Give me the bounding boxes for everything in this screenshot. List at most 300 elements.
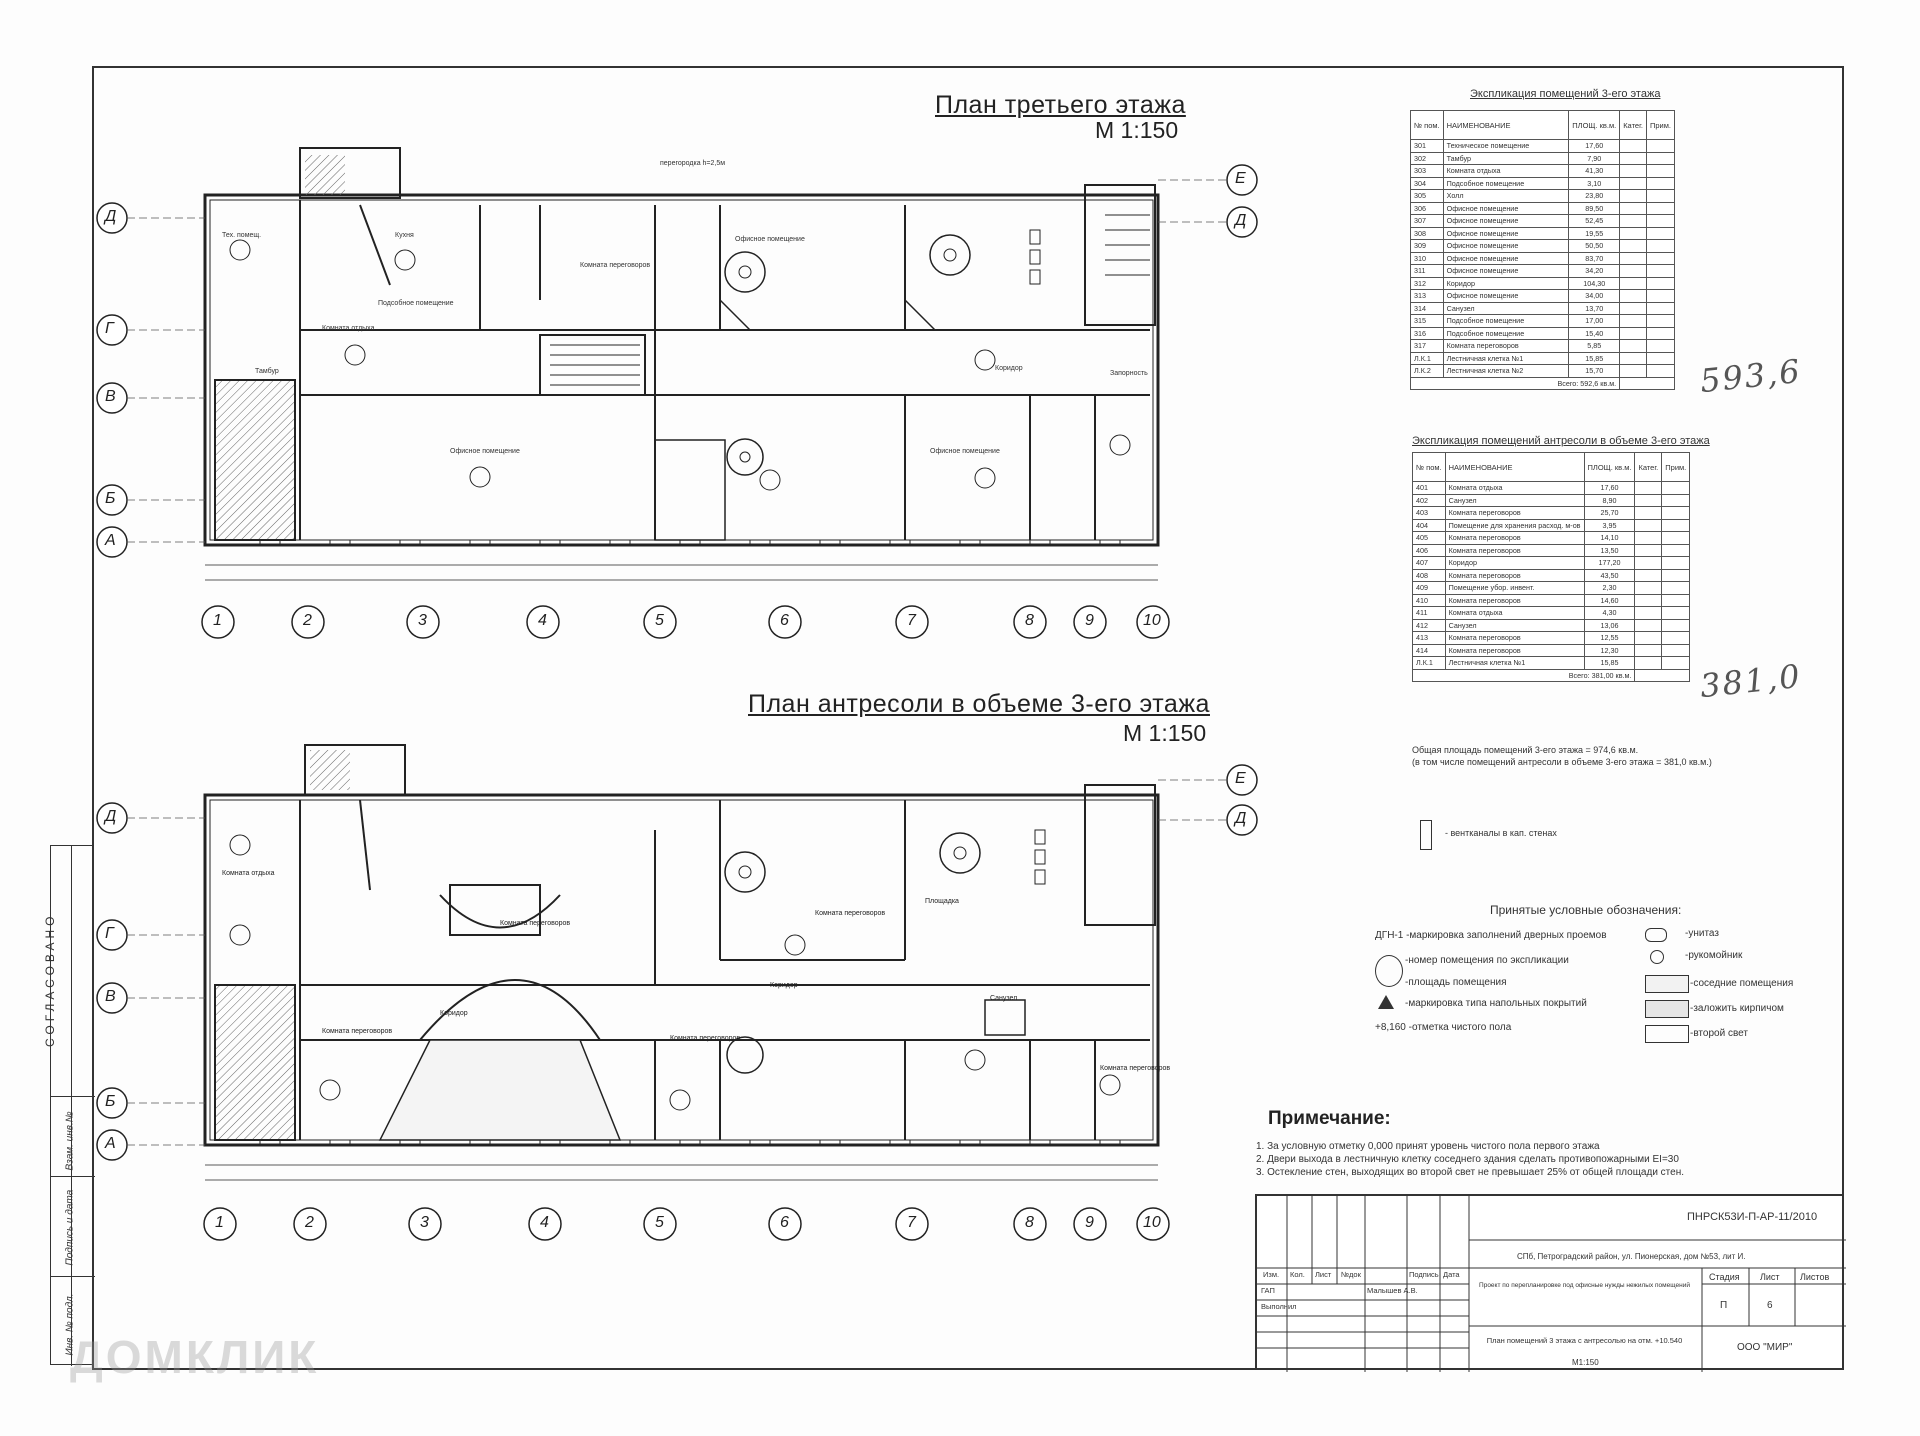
table-row <box>1411 315 1675 328</box>
table-row <box>1413 607 1690 620</box>
empty-cell <box>1662 619 1690 632</box>
vent-channel-symbol <box>1420 820 1432 850</box>
watermark-logo: ДОМКЛИК <box>70 1331 320 1383</box>
legend-floor-type: -маркировка типа напольных покрытий <box>1405 998 1587 1009</box>
room-area-cell: 34,00 <box>1569 290 1620 303</box>
mezzanine-plan <box>205 745 1158 1180</box>
room-area-cell: 13,70 <box>1569 302 1620 315</box>
room-area-cell: 4,30 <box>1584 607 1635 620</box>
room-number-symbol <box>1375 955 1403 987</box>
empty-cell <box>1662 544 1690 557</box>
empty-cell <box>1647 365 1675 378</box>
empty-cell <box>1662 494 1690 507</box>
room-name-cell: Комната переговоров <box>1445 594 1584 607</box>
table-row <box>1411 365 1675 378</box>
empty-cell <box>1620 377 1675 390</box>
axis-2-mezz: 2 <box>305 1214 314 1231</box>
stamp-vypolnil: Выполнил <box>1261 1302 1297 1311</box>
empty-cell <box>1620 227 1647 240</box>
axis-4-top: 4 <box>538 612 547 629</box>
room-label: Запорность <box>1110 370 1148 377</box>
neighbour-rooms-swatch <box>1645 975 1689 993</box>
empty-cell <box>1620 240 1647 253</box>
room-number-cell: 305 <box>1411 190 1444 203</box>
table2-explication <box>1412 452 1690 682</box>
room-label: Комната переговоров <box>500 920 571 927</box>
room-area-cell: 14,10 <box>1584 532 1635 545</box>
top-plan-title: План третьего этажа <box>935 91 1186 119</box>
stamp-col-izm: Изм. <box>1263 1270 1280 1279</box>
table-total-cell: Всего: 381,00 кв.м. <box>1413 669 1635 682</box>
empty-cell <box>1647 140 1675 153</box>
room-number-cell: 312 <box>1411 277 1444 290</box>
axis-6-mezz: 6 <box>780 1214 789 1231</box>
room-area-cell: 34,20 <box>1569 265 1620 278</box>
table-row <box>1411 215 1675 228</box>
room-label: Комната переговоров <box>815 910 886 917</box>
axis-3-mezz: 3 <box>420 1214 429 1231</box>
axis-10-top: 10 <box>1143 612 1161 629</box>
stamp-gap-name: Малышев А.В. <box>1367 1286 1418 1295</box>
notes-title: Примечание: <box>1268 1108 1391 1129</box>
room-name-cell: Коридор <box>1445 557 1584 570</box>
axis-8-mezz: 8 <box>1025 1214 1034 1231</box>
table-row <box>1411 240 1675 253</box>
axis-5-top: 5 <box>655 612 664 629</box>
axis-7-mezz: 7 <box>907 1214 916 1231</box>
top-plan-scale: М 1:150 <box>1095 117 1179 143</box>
room-label: Коридор <box>995 365 1023 372</box>
empty-cell <box>1635 519 1662 532</box>
room-label: Санузел <box>990 995 1018 1002</box>
table1-header-area: ПЛОЩ. кв.м. <box>1569 111 1620 140</box>
room-label: Комната переговоров <box>580 262 651 269</box>
room-number-cell: 412 <box>1413 619 1446 632</box>
brick-infill-swatch <box>1645 1000 1689 1018</box>
empty-cell <box>1620 152 1647 165</box>
third-floor-plan <box>205 148 1158 580</box>
table-row <box>1411 165 1675 178</box>
empty-cell <box>1620 365 1647 378</box>
room-area-cell: 14,60 <box>1584 594 1635 607</box>
room-label: Площадка <box>925 898 959 905</box>
axis-v-top: В <box>105 388 116 405</box>
empty-cell <box>1647 202 1675 215</box>
room-label: Подсобное помещение <box>378 300 454 307</box>
room-number-cell: 409 <box>1413 582 1446 595</box>
room-number-cell: Л.К.2 <box>1411 365 1444 378</box>
empty-cell <box>1635 544 1662 557</box>
room-name-cell: Помещение для хранения расход. м-ов <box>1445 519 1584 532</box>
room-number-cell: 314 <box>1411 302 1444 315</box>
legend-second-light: -второй свет <box>1690 1028 1748 1039</box>
legend-title: Принятые условные обозначения: <box>1490 903 1682 917</box>
empty-cell <box>1662 632 1690 645</box>
room-name-cell: Комната отдыха <box>1443 165 1569 178</box>
room-name-cell: Комната отдыха <box>1445 607 1584 620</box>
room-label: Офисное помещение <box>735 236 805 243</box>
room-area-cell: 104,30 <box>1569 277 1620 290</box>
empty-cell <box>1662 594 1690 607</box>
room-area-cell: 12,30 <box>1584 644 1635 657</box>
room-name-cell: Техническое помещение <box>1443 140 1569 153</box>
table1-header-cat: Катег. <box>1620 111 1647 140</box>
stamp-col-sign: Подпись <box>1409 1270 1439 1279</box>
empty-cell <box>1647 215 1675 228</box>
room-number-cell: 304 <box>1411 177 1444 190</box>
note-line-1: 1. За условную отметку 0,000 принят уровень чистого пола первого этажа <box>1256 1141 1600 1152</box>
room-name-cell: Комната переговоров <box>1445 507 1584 520</box>
room-number-cell: 402 <box>1413 494 1446 507</box>
legend-door-mark: ДГН-1 -маркировка заполнений дверных проемов <box>1375 930 1607 941</box>
room-name-cell: Офисное помещение <box>1443 265 1569 278</box>
room-area-cell: 15,40 <box>1569 327 1620 340</box>
table-row <box>1413 494 1690 507</box>
empty-cell <box>1647 265 1675 278</box>
room-area-cell: 7,90 <box>1569 152 1620 165</box>
floor-type-symbol <box>1378 995 1394 1009</box>
room-number-cell: 307 <box>1411 215 1444 228</box>
axis-9-mezz: 9 <box>1085 1214 1094 1231</box>
axis-10-mezz: 10 <box>1143 1214 1161 1231</box>
room-number-cell: 309 <box>1411 240 1444 253</box>
table-row <box>1413 532 1690 545</box>
empty-cell <box>1620 352 1647 365</box>
axis-5-mezz: 5 <box>655 1214 664 1231</box>
table-row <box>1411 152 1675 165</box>
room-number-cell: 404 <box>1413 519 1446 532</box>
room-area-cell: 15,85 <box>1584 657 1635 670</box>
room-name-cell: Лестничная клетка №1 <box>1443 352 1569 365</box>
room-number-cell: 411 <box>1413 607 1446 620</box>
table-row <box>1413 569 1690 582</box>
mezz-plan-scale: М 1:150 <box>1123 720 1207 746</box>
room-name-cell: Подсобное помещение <box>1443 315 1569 328</box>
room-number-cell: 310 <box>1411 252 1444 265</box>
table1-header-num: № пом. <box>1411 111 1444 140</box>
legend-toilet: -унитаз <box>1685 928 1719 939</box>
stamp-sheet-title: План помещений 3 этажа с антресолью на отм. +10.540 <box>1486 1336 1683 1345</box>
empty-cell <box>1662 607 1690 620</box>
table-row <box>1413 582 1690 595</box>
axis-e-mezz: Е <box>1235 770 1246 787</box>
empty-cell <box>1635 607 1662 620</box>
empty-cell <box>1620 252 1647 265</box>
axis-7-top: 7 <box>907 612 916 629</box>
room-area-cell: 13,06 <box>1584 619 1635 632</box>
empty-cell <box>1647 240 1675 253</box>
room-name-cell: Санузел <box>1445 619 1584 632</box>
room-area-cell: 23,80 <box>1569 190 1620 203</box>
table1-header-name: НАИМЕНОВАНИЕ <box>1443 111 1569 140</box>
axis-8-top: 8 <box>1025 612 1034 629</box>
empty-cell <box>1620 202 1647 215</box>
note-line-2: 2. Двери выхода в лестничную клетку соседнего здания сделать противопожарными EI=30 <box>1256 1154 1679 1165</box>
room-name-cell: Комната переговоров <box>1445 569 1584 582</box>
table-total-row <box>1411 377 1675 390</box>
room-area-cell: 15,85 <box>1569 352 1620 365</box>
empty-cell <box>1635 619 1662 632</box>
room-area-cell: 19,55 <box>1569 227 1620 240</box>
empty-cell <box>1647 352 1675 365</box>
note-line-3: 3. Остекление стен, выходящих во второй свет не превышает 25% от общей площади стен. <box>1256 1167 1685 1178</box>
empty-cell <box>1635 557 1662 570</box>
stamp-gap: ГАП <box>1261 1286 1275 1295</box>
empty-cell <box>1647 302 1675 315</box>
handwritten-total-1: 593,6 <box>1698 351 1804 401</box>
room-name-cell: Офисное помещение <box>1443 215 1569 228</box>
room-area-cell: 13,50 <box>1584 544 1635 557</box>
room-number-cell: 408 <box>1413 569 1446 582</box>
table-row <box>1413 544 1690 557</box>
room-name-cell: Комната переговоров <box>1445 532 1584 545</box>
axis-g-top: Г <box>105 320 114 337</box>
inv-original-label: Инв. № подл. <box>64 1293 76 1356</box>
notes-list <box>1256 1140 1684 1179</box>
empty-cell <box>1662 582 1690 595</box>
handwritten-total-2: 381,0 <box>1698 656 1804 706</box>
axis-a-mezz: А <box>105 1135 116 1152</box>
room-name-cell: Комната переговоров <box>1443 340 1569 353</box>
table1-header-note: Прим. <box>1647 111 1675 140</box>
table-row <box>1411 202 1675 215</box>
room-number-cell: 308 <box>1411 227 1444 240</box>
room-area-cell: 2,30 <box>1584 582 1635 595</box>
legend-floor-level: +8,160 -отметка чистого пола <box>1375 1022 1512 1033</box>
room-area-cell: 3,95 <box>1584 519 1635 532</box>
legend-neighbour: -соседние помещения <box>1690 978 1794 989</box>
empty-cell <box>1662 519 1690 532</box>
room-area-cell: 5,85 <box>1569 340 1620 353</box>
empty-cell <box>1620 190 1647 203</box>
room-number-cell: 303 <box>1411 165 1444 178</box>
table-row <box>1411 277 1675 290</box>
room-label: перегородка h=2,5м <box>660 160 726 167</box>
room-name-cell: Подсобное помещение <box>1443 177 1569 190</box>
room-number-cell: 316 <box>1411 327 1444 340</box>
table1-title: Экспликация помещений 3-его этажа <box>1470 88 1661 100</box>
empty-cell <box>1647 277 1675 290</box>
table-row <box>1411 352 1675 365</box>
empty-cell <box>1647 340 1675 353</box>
room-number-cell: 403 <box>1413 507 1446 520</box>
room-name-cell: Офисное помещение <box>1443 227 1569 240</box>
room-label: Коридор <box>440 1010 468 1017</box>
total-area-note: Общая площадь помещений 3-его этажа = 974,6 кв.м. <box>1412 745 1639 755</box>
room-number-cell: 315 <box>1411 315 1444 328</box>
empty-cell <box>1620 327 1647 340</box>
stamp-stage-header: Стадия <box>1709 1272 1740 1282</box>
stamp-col-doc: №док <box>1341 1270 1361 1279</box>
table-row <box>1413 619 1690 632</box>
empty-cell <box>1647 177 1675 190</box>
room-area-cell: 89,50 <box>1569 202 1620 215</box>
room-label: Офисное помещение <box>450 448 520 455</box>
room-label: Офисное помещение <box>930 448 1000 455</box>
room-area-cell: 3,10 <box>1569 177 1620 190</box>
axis-d-right-top: Д <box>1235 212 1247 229</box>
empty-cell <box>1620 315 1647 328</box>
room-number-cell: 401 <box>1413 482 1446 495</box>
stamp-sheet-scale: М1:150 <box>1572 1358 1599 1367</box>
room-label: Комната переговоров <box>670 1035 741 1042</box>
mezz-plan-title: План антресоли в объеме 3-его этажа <box>748 690 1210 718</box>
room-name-cell: Офисное помещение <box>1443 290 1569 303</box>
axis-b-top: Б <box>105 490 116 507</box>
stamp-address: СПб, Петроградский район, ул. Пионерская, дом №53, лит И. <box>1517 1252 1746 1261</box>
room-number-cell: Л.К.1 <box>1413 657 1446 670</box>
empty-cell <box>1662 657 1690 670</box>
table-row <box>1411 227 1675 240</box>
empty-cell <box>1620 177 1647 190</box>
room-area-cell: 12,55 <box>1584 632 1635 645</box>
stamp-list-header: Лист <box>1760 1272 1780 1282</box>
table-row <box>1411 177 1675 190</box>
stamp-org: ООО "МИР" <box>1737 1342 1793 1353</box>
table-row <box>1411 290 1675 303</box>
room-number-cell: Л.К.1 <box>1411 352 1444 365</box>
empty-cell <box>1635 632 1662 645</box>
room-name-cell: Холл <box>1443 190 1569 203</box>
axis-g-mezz: Г <box>105 925 114 942</box>
room-name-cell: Офисное помещение <box>1443 202 1569 215</box>
empty-cell <box>1620 277 1647 290</box>
axis-2-top: 2 <box>303 612 312 629</box>
room-name-cell: Санузел <box>1445 494 1584 507</box>
axis-3-top: 3 <box>418 612 427 629</box>
stamp-stage: П <box>1720 1300 1728 1311</box>
empty-cell <box>1620 140 1647 153</box>
table-row <box>1413 507 1690 520</box>
axis-6-top: 6 <box>780 612 789 629</box>
table-row <box>1411 327 1675 340</box>
total-area-note-2: (в том числе помещений антресоли в объеме 3-его этажа = 381,0 кв.м.) <box>1412 757 1712 767</box>
room-name-cell: Подсобное помещение <box>1443 327 1569 340</box>
stamp-list: 6 <box>1767 1300 1773 1311</box>
vent-channel-note: - вентканалы в кап. стенах <box>1445 828 1557 838</box>
toilet-icon <box>1645 928 1667 942</box>
table-row <box>1411 302 1675 315</box>
empty-cell <box>1635 482 1662 495</box>
table-row <box>1411 252 1675 265</box>
stamp-col-list: Лист <box>1315 1270 1332 1279</box>
axis-1-top: 1 <box>213 612 222 629</box>
table-row <box>1411 265 1675 278</box>
room-number-cell: 410 <box>1413 594 1446 607</box>
signature-date-label: Подпись и дата <box>64 1189 76 1266</box>
empty-cell <box>1620 265 1647 278</box>
axis-9-top: 9 <box>1085 612 1094 629</box>
empty-cell <box>1620 215 1647 228</box>
table2-title: Экспликация помещений антресоли в объеме 3-его этажа <box>1412 435 1710 447</box>
empty-cell <box>1647 290 1675 303</box>
axis-d-mezz: Д <box>105 808 117 825</box>
table2-header-num: № пом. <box>1413 453 1446 482</box>
empty-cell <box>1662 532 1690 545</box>
empty-cell <box>1620 290 1647 303</box>
room-name-cell: Тамбур <box>1443 152 1569 165</box>
room-area-cell: 17,60 <box>1569 140 1620 153</box>
room-number-cell: 302 <box>1411 152 1444 165</box>
empty-cell <box>1635 657 1662 670</box>
room-number-cell: 407 <box>1413 557 1446 570</box>
washbasin-icon <box>1650 950 1664 964</box>
empty-cell <box>1647 227 1675 240</box>
room-name-cell: Офисное помещение <box>1443 240 1569 253</box>
table2-header-name: НАИМЕНОВАНИЕ <box>1445 453 1584 482</box>
agreed-label: СОГЛАСОВАНО <box>43 912 57 1047</box>
empty-cell <box>1647 327 1675 340</box>
room-label: Коридор <box>770 982 798 989</box>
table-row <box>1413 482 1690 495</box>
empty-cell <box>1635 594 1662 607</box>
room-name-cell: Офисное помещение <box>1443 252 1569 265</box>
empty-cell <box>1662 557 1690 570</box>
empty-cell <box>1635 569 1662 582</box>
stamp-lists-header: Листов <box>1800 1272 1830 1282</box>
axis-e-top: Е <box>1235 170 1246 187</box>
room-name-cell: Комната отдыха <box>1445 482 1584 495</box>
legend-washbasin: -рукомойник <box>1685 950 1743 961</box>
axis-d-right-mezz: Д <box>1235 810 1247 827</box>
empty-cell <box>1620 302 1647 315</box>
empty-cell <box>1635 669 1690 682</box>
table-row <box>1413 594 1690 607</box>
table-row <box>1413 632 1690 645</box>
table-row <box>1413 644 1690 657</box>
room-label: Комната переговоров <box>322 1028 393 1035</box>
table1-explication <box>1410 110 1675 390</box>
room-number-cell: 413 <box>1413 632 1446 645</box>
room-number-cell: 313 <box>1411 290 1444 303</box>
empty-cell <box>1662 482 1690 495</box>
room-label: Комната переговоров <box>1100 1065 1171 1072</box>
empty-cell <box>1647 152 1675 165</box>
room-area-cell: 17,00 <box>1569 315 1620 328</box>
table2-header-area: ПЛОЩ. кв.м. <box>1584 453 1635 482</box>
room-name-cell: Лестничная клетка №1 <box>1445 657 1584 670</box>
empty-cell <box>1620 165 1647 178</box>
axis-1-mezz: 1 <box>215 1214 224 1231</box>
table2-header-cat: Катег. <box>1635 453 1662 482</box>
room-label: Комната отдыха <box>322 325 375 332</box>
axis-4-mezz: 4 <box>540 1214 549 1231</box>
room-number-cell: 405 <box>1413 532 1446 545</box>
empty-cell <box>1662 507 1690 520</box>
legend-room-area: -площадь помещения <box>1405 977 1507 988</box>
stamp-col-kol: Кол. <box>1290 1270 1305 1279</box>
room-name-cell: Комната переговоров <box>1445 644 1584 657</box>
second-light-swatch <box>1645 1025 1689 1043</box>
table-row <box>1413 557 1690 570</box>
room-area-cell: 43,50 <box>1584 569 1635 582</box>
room-area-cell: 50,50 <box>1569 240 1620 253</box>
axis-d-top: Д <box>105 208 117 225</box>
room-area-cell: 41,30 <box>1569 165 1620 178</box>
room-number-cell: 306 <box>1411 202 1444 215</box>
stamp-project: Проект по перепланировке под офисные нужды нежилых помещений <box>1479 1282 1690 1289</box>
empty-cell <box>1662 569 1690 582</box>
room-area-cell: 25,70 <box>1584 507 1635 520</box>
axis-b-mezz: Б <box>105 1093 116 1110</box>
room-name-cell: Коридор <box>1443 277 1569 290</box>
stamp-code: ПНРСК53И-П-АР-11/2010 <box>1687 1211 1818 1223</box>
empty-cell <box>1647 190 1675 203</box>
table-row <box>1413 519 1690 532</box>
table-row <box>1411 140 1675 153</box>
room-number-cell: 301 <box>1411 140 1444 153</box>
empty-cell <box>1662 644 1690 657</box>
